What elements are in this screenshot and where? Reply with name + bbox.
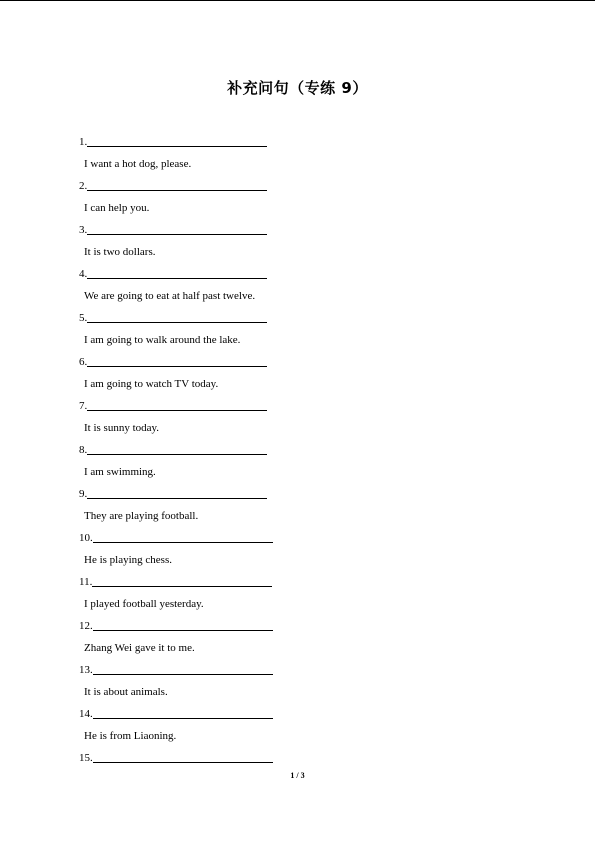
- question-line: [79, 572, 272, 592]
- answer-blank[interactable]: [87, 220, 267, 235]
- answer-blank[interactable]: [93, 704, 273, 719]
- question-item-3: [79, 220, 539, 264]
- question-number: 3.: [79, 224, 88, 236]
- answer-blank[interactable]: [93, 660, 273, 675]
- question-number: 11.: [79, 576, 93, 588]
- answer-blank[interactable]: [87, 264, 267, 279]
- question-line: [79, 440, 267, 460]
- question-item-2: [79, 176, 539, 220]
- question-number: 6.: [79, 356, 88, 368]
- question-line: [79, 220, 267, 240]
- question-item-13: [79, 660, 539, 704]
- question-number: 13.: [79, 664, 93, 676]
- page-number: 1 / 3: [290, 771, 305, 780]
- question-item-12: [79, 616, 539, 660]
- question-number: 2.: [79, 180, 88, 192]
- question-line: [79, 748, 273, 768]
- answer-blank[interactable]: [93, 528, 273, 543]
- question-line: [79, 132, 267, 152]
- question-item-1: [79, 132, 539, 176]
- question-number: 12.: [79, 620, 93, 632]
- answer-blank[interactable]: [92, 572, 272, 587]
- answer-blank[interactable]: [93, 748, 273, 763]
- question-item-5: [79, 308, 539, 352]
- question-line: [79, 528, 273, 548]
- answer-blank[interactable]: [87, 352, 267, 367]
- question-line: [79, 616, 273, 636]
- question-item-11: [79, 572, 539, 616]
- answer-text: We are going to eat at half past twelve.: [84, 290, 256, 302]
- question-number: 10.: [79, 532, 93, 544]
- answer-blank[interactable]: [87, 440, 267, 455]
- answer-blank[interactable]: [87, 132, 267, 147]
- question-item-8: [79, 440, 539, 484]
- answer-text: I am swimming.: [84, 466, 156, 478]
- question-item-9: [79, 484, 539, 528]
- question-number: 9.: [79, 488, 88, 500]
- answer-text: I played football yesterday.: [84, 598, 204, 610]
- answer-blank[interactable]: [93, 616, 273, 631]
- answer-text: It is two dollars.: [84, 246, 156, 258]
- header-rule: [0, 0, 595, 1]
- answer-blank[interactable]: [87, 308, 267, 323]
- question-item-10: [79, 528, 539, 572]
- question-item-6: [79, 352, 539, 396]
- answer-text: I can help you.: [84, 202, 150, 214]
- question-line: [79, 660, 273, 680]
- question-line: [79, 352, 267, 372]
- answer-text: I am going to walk around the lake.: [84, 334, 241, 346]
- answer-text: He is playing chess.: [84, 554, 172, 566]
- question-line: [79, 176, 267, 196]
- question-number: 5.: [79, 312, 88, 324]
- answer-text: I want a hot dog, please.: [84, 158, 192, 170]
- question-line: [79, 704, 273, 724]
- question-number: 15.: [79, 752, 93, 764]
- answer-blank[interactable]: [87, 484, 267, 499]
- answer-blank[interactable]: [87, 176, 267, 191]
- answer-text: He is from Liaoning.: [84, 730, 177, 742]
- page-title: 补充问句（专练 9）: [227, 79, 368, 97]
- question-number: 14.: [79, 708, 93, 720]
- question-list: [79, 132, 539, 792]
- question-line: [79, 264, 267, 284]
- answer-text: I am going to watch TV today.: [84, 378, 219, 390]
- answer-text: They are playing football.: [84, 510, 199, 522]
- question-line: [79, 484, 267, 504]
- question-number: 8.: [79, 444, 88, 456]
- question-number: 4.: [79, 268, 88, 280]
- question-number: 1.: [79, 136, 88, 148]
- question-item-7: [79, 396, 539, 440]
- question-item-4: [79, 264, 539, 308]
- question-item-14: [79, 704, 539, 748]
- answer-text: It is sunny today.: [84, 422, 160, 434]
- answer-blank[interactable]: [87, 396, 267, 411]
- question-number: 7.: [79, 400, 88, 412]
- answer-text: Zhang Wei gave it to me.: [84, 642, 195, 654]
- question-line: [79, 396, 267, 416]
- question-line: [79, 308, 267, 328]
- answer-text: It is about animals.: [84, 686, 168, 698]
